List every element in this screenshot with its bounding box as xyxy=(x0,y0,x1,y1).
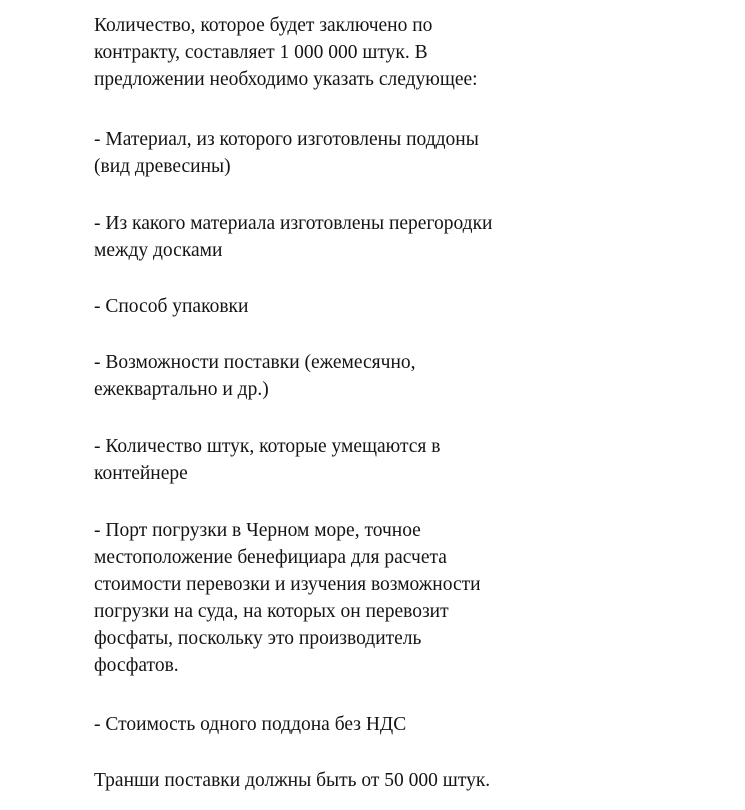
text-line: контракту, составляет 1 000 000 штук. В xyxy=(94,42,428,63)
list-item-delivery xyxy=(94,349,416,403)
closing-paragraph xyxy=(94,767,490,794)
list-item-container-quantity xyxy=(94,433,440,487)
text-line: (вид древесины) xyxy=(94,156,231,177)
text-line: - Способ упаковки xyxy=(94,296,249,317)
text-line: ежеквартально и др.) xyxy=(94,379,269,400)
text-line: Транши поставки должны быть от 50 000 штук. xyxy=(94,770,491,791)
text-line: погрузки на суда, на которых он перевозит xyxy=(94,601,449,622)
text-line: между досками xyxy=(94,240,223,261)
text-line: Количество, которое будет заключено по xyxy=(94,15,433,36)
text-line: - Материал, из которого изготовлены поддоны xyxy=(94,129,479,150)
text-line: фосфатов. xyxy=(94,655,179,676)
text-line: предложении необходимо указать следующее: xyxy=(94,69,478,90)
text-line: местоположение бенефициара для расчета xyxy=(94,547,447,568)
intro-paragraph xyxy=(94,12,478,93)
text-line: - Из какого материала изготовлены перегородки xyxy=(94,213,493,234)
text-line: стоимости перевозки и изучения возможности xyxy=(94,574,481,595)
text-line: - Порт погрузки в Черном море, точное xyxy=(94,520,421,541)
text-line: фосфаты, поскольку это производитель xyxy=(94,628,422,649)
list-item-packaging xyxy=(94,293,248,320)
text-line: контейнере xyxy=(94,463,188,484)
text-line: - Возможности поставки (ежемесячно, xyxy=(94,352,416,373)
list-item-partitions xyxy=(94,210,492,264)
text-line: - Стоимость одного поддона без НДС xyxy=(94,714,407,735)
text-line: - Количество штук, которые умещаются в xyxy=(94,436,441,457)
list-item-pallet-price xyxy=(94,711,406,738)
list-item-loading-port xyxy=(94,517,481,679)
list-item-material xyxy=(94,126,479,180)
